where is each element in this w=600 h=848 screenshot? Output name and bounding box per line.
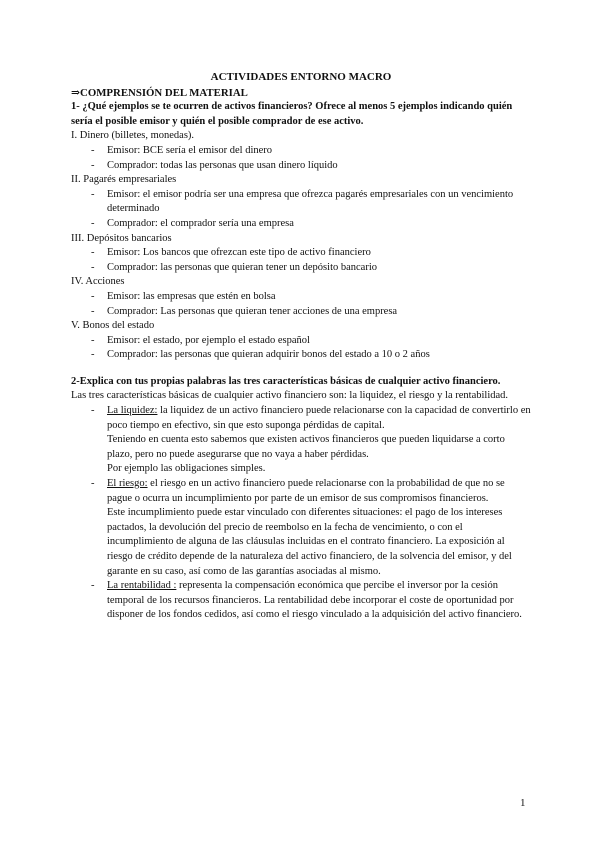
example-4 — [71, 275, 531, 319]
example-heading: I. Dinero (billetes, monedas). — [71, 130, 195, 142]
section-heading — [71, 86, 531, 101]
example-heading: II. Pagarés empresariales — [71, 174, 177, 186]
riesgo-text: el riesgo en un activo financiero puede relacionarse con la probabilidad de que no se pague o ocurra un incumplimiento por parte de un emisor de sus compromisos financieros. — [107, 478, 505, 504]
rentabilidad-text: representa la compensación económica que percibe el inversor por la cesión temporal de los recursos financieros. La rentabilidad debe incorporar el coste de oportunidad por disponer de los fondos cedidos, así como el riesgo vinculado a la adquisición del activo financiero. — [107, 580, 522, 621]
list-item: - Comprador: las personas que quieran adquirir bonos del estado a 10 o 2 años — [71, 348, 531, 363]
term-liquidez: La liquidez: — [107, 405, 158, 417]
document-title: ACTIVIDADES ENTORNO MACRO — [210, 71, 392, 83]
section-title: COMPRENSIÓN DEL MATERIAL — [80, 86, 248, 99]
example-5 — [71, 319, 531, 363]
question-2: 2-Explica con tus propias palabras las tres características básicas de cualquier activo financiero. — [71, 375, 501, 387]
list-item: - Emisor: BCE sería el emisor del dinero — [71, 144, 531, 159]
example-heading: IV. Acciones — [71, 276, 125, 288]
list-item: - Emisor: el emisor podría ser una empresa que ofrezca pagarés empresariales con un vencimiento determinado — [71, 188, 531, 217]
characteristic-liquidez — [71, 404, 531, 477]
page-number: 1 — [520, 797, 526, 809]
list-item: - Emisor: el estado, por ejemplo el estado español — [71, 334, 531, 349]
question-2-intro: Las tres características básicas de cualquier activo financiero son: la liquidez, el riesgo y la rentabilidad. — [71, 390, 509, 402]
liquidez-paragraph-3: Por ejemplo las obligaciones simples. — [107, 463, 266, 475]
list-item: - Comprador: el comprador sería una empresa — [71, 217, 531, 232]
list-item: - Comprador: las personas que quieran tener un depósito bancario — [71, 261, 531, 276]
example-heading: III. Depósitos bancarios — [71, 232, 172, 244]
characteristic-riesgo — [71, 477, 531, 579]
document-page — [71, 70, 531, 623]
list-item: - Comprador: Las personas que quieran tener acciones de una empresa — [71, 305, 531, 320]
liquidez-paragraph-2: Teniendo en cuenta esto sabemos que existen activos financieros que pueden liquidarse a corto plazo, pero no puede asegurarse que no vaya a haber pérdidas. — [107, 434, 505, 460]
arrow-icon: ⇒ — [71, 86, 81, 99]
list-item: - Comprador: todas las personas que usan dinero líquido — [71, 159, 531, 174]
example-1 — [71, 129, 531, 173]
characteristic-rentabilidad — [71, 579, 531, 623]
example-3 — [71, 232, 531, 276]
example-heading: V. Bonos del estado — [71, 320, 155, 332]
question-1: 1- ¿Qué ejemplos se te ocurren de activos financieros? Ofrece al menos 5 ejemplos indicando quién sería el posible emisor y quién el posible comprador de ese activo. — [71, 101, 513, 127]
liquidez-text: la liquidez de un activo financiero puede relacionarse con la capacidad de convertirlo en poco tiempo en efectivo, sin que esto suponga pérdidas de capital. — [107, 405, 531, 431]
example-2 — [71, 173, 531, 231]
term-riesgo: El riesgo: — [107, 478, 148, 490]
list-item: - Emisor: las empresas que estén en bolsa — [71, 290, 531, 305]
list-item: - Emisor: Los bancos que ofrezcan este tipo de activo financiero — [71, 246, 531, 261]
term-rentabilidad: La rentabilidad : — [107, 580, 177, 592]
riesgo-paragraph-2: Este incumplimiento puede estar vinculado con diferentes situaciones: el pago de los intereses pactados, la devolución del precio de reembolso en la fecha de vencimiento, o con el incumplimiento de alguna de las cláusulas incluidas en el contrato financiero. La exposición al riesgo de crédito depende de la naturaleza del activo financiero, de la solvencia del emisor, y del garante en su caso, así como de las garantías asociadas al mismo. — [107, 507, 512, 577]
